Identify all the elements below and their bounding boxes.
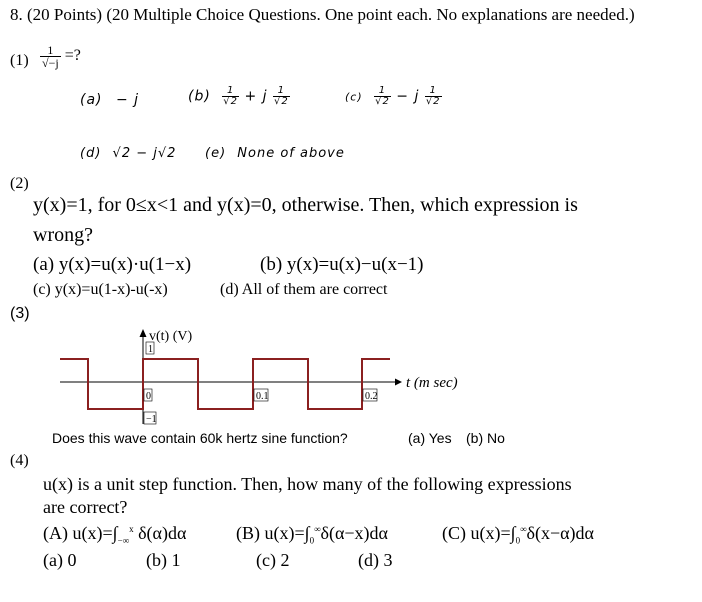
q3-y-axis-label: v(t) (V) [149, 329, 193, 344]
q2-line1: y(x)=1, for 0≤x<1 and y(x)=0, otherwise. Then, which expression is [33, 194, 578, 216]
q1-option-b-label: (b) [188, 88, 211, 105]
q1-option-e-value: None of above [237, 146, 345, 161]
q3-y-tick-1: 1 [148, 344, 153, 355]
q1-equals: =? [64, 47, 81, 65]
q4-expression-c-lower: 0 [515, 535, 521, 546]
q4-line1: u(x) is a unit step function. Then, how many of the following expressions [43, 474, 572, 494]
q2-line2: wrong? [33, 224, 93, 246]
q2-option-c: (c) y(x)=u(1-x)-u(-x) [33, 281, 168, 298]
q1-option-e-label: (e) [205, 146, 227, 161]
q4-expression-a-tail: δ(α)dα [133, 523, 187, 543]
q3-x-tick-02: 0.2 [365, 391, 378, 402]
q3-y-tick-neg1: −1 [146, 414, 157, 425]
q2-option-b: (b) y(x)=u(x)−u(x−1) [260, 254, 424, 275]
q4-option-b: (b) 1 [146, 550, 181, 570]
q1-option-b-frac1-num: 1 [222, 86, 239, 97]
q1-fraction-numerator: 1 [40, 44, 61, 57]
q4-line2: are correct? [43, 497, 128, 517]
q3-y-axis-arrow [140, 329, 147, 337]
q2-number: (2) [10, 175, 29, 192]
q1-option-c-label: (c) [345, 90, 363, 104]
q4-option-a: (a) 0 [43, 550, 77, 570]
q1-option-b-plus-j: + j [244, 88, 268, 105]
q1-option-d-label: (d) [80, 146, 102, 161]
problem-header: 8. (20 Points) (20 Multiple Choice Questions. One point each. No explanations are needed.) [10, 5, 635, 24]
q1-option-c-minus-j: − j [396, 88, 420, 105]
q3-option-a: (a) Yes [408, 430, 452, 446]
q3-square-wave [60, 359, 390, 409]
q3-option-b: (b) No [466, 430, 505, 446]
q1-option-c-frac2-num: 1 [425, 86, 442, 97]
q1-option-b-frac1-den: √2 [223, 96, 238, 107]
q3-question: Does this wave contain 60k hertz sine function? [52, 430, 348, 446]
q4-expression-b-head: (B) u(x)=∫ [236, 523, 310, 543]
q4-expression-c-head: (C) u(x)=∫ [442, 523, 516, 543]
q1-option-b-frac2-num: 1 [273, 86, 290, 97]
q1-option-b-frac2-den: √2 [273, 96, 289, 107]
q3-x-axis-arrow [395, 379, 402, 386]
q1-option-c-frac1-den: √2 [375, 96, 390, 107]
q4-expression-c-tail: δ(x−α)dα [526, 523, 594, 543]
q3-x-tick-01: 0.1 [256, 391, 269, 402]
q4-expression-c-upper: ∞ [520, 524, 527, 534]
q4-expression-b-tail: δ(α−x)dα [320, 523, 388, 543]
q4-expression-b-upper: ∞ [314, 524, 321, 534]
q1-option-c-frac2-den: √2 [425, 96, 441, 107]
q4-expression-a-upper: x [129, 524, 134, 534]
q4-expression-b [236, 523, 388, 546]
q2-option-a: (a) y(x)=u(x)·u(1−x) [33, 254, 192, 275]
q4-option-d: (d) 3 [358, 550, 393, 570]
q2-option-d: (d) All of them are correct [220, 281, 388, 298]
q1-number: (1) [10, 52, 29, 69]
q4-expression-a [43, 523, 186, 546]
q4-option-c: (c) 2 [256, 550, 290, 570]
q4-expression-a-head: (A) u(x)=∫ [43, 523, 118, 543]
q3-x-tick-0: 0 [146, 391, 151, 402]
q4-expression-a-lower: −∞ [117, 535, 130, 546]
q1-option-a-label: (a) [80, 92, 103, 108]
q1-option-a-value: − j [115, 92, 140, 108]
q3-number: (3) [10, 305, 30, 322]
q1-fraction-denominator: √−j [42, 56, 59, 70]
q4-expression-c [442, 523, 594, 546]
q1-option-d-value: √2 − j√2 [112, 146, 177, 161]
q1-option-c-frac1-num: 1 [374, 86, 391, 97]
q4-expression-b-lower: 0 [309, 535, 315, 546]
q4-number: (4) [10, 452, 29, 469]
q3-x-axis-label: t (m sec) [406, 375, 458, 391]
